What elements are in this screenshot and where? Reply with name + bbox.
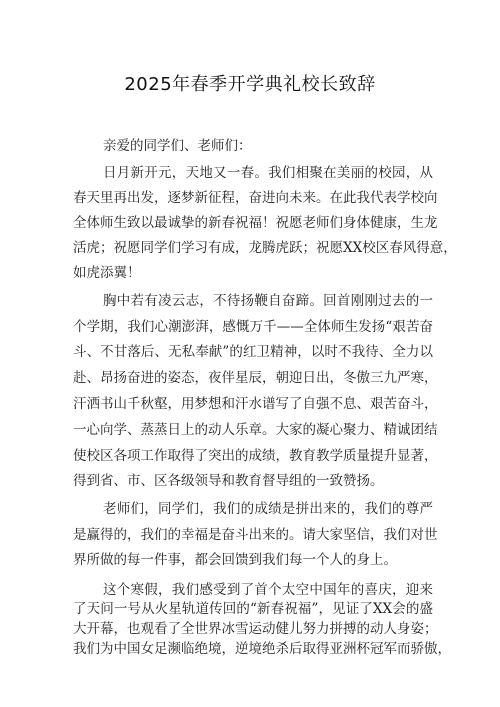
paragraph-line: 使校区各项工作取得了突出的成绩，教育教学质量提升显著， xyxy=(73,448,438,464)
paragraph-line: 胸中若有凌云志，不待扬鞭自奋蹄。回首刚刚过去的一 xyxy=(103,293,433,309)
paragraph-line: 斗、不甘落后、无私奉献”的红卫精神，以时不我待、全力以 xyxy=(73,344,433,360)
paragraph-line: 如虎添翼！ xyxy=(73,265,141,281)
paragraph-line: 全体师生致以最诚挚的新春祝福！祝愿老师们身体健康，生龙 xyxy=(73,215,438,231)
paragraph-line: 了天问一号从火星轨道传回的“新春祝福”，见证了XX会的盛 xyxy=(73,601,433,617)
paragraph-line: 大开幕，也观看了全世界冰雪运动健儿努力拼搏的动人身姿； xyxy=(73,621,438,637)
paragraph-line: 汗洒书山千秋壑，用梦想和汗水谱写了自强不息、艰苦奋斗， xyxy=(73,396,438,412)
paragraph-line: 得到省、市、区各级领导和教育督导组的一致赞扬。 xyxy=(73,473,384,489)
paragraph-line: 这个寒假，我们感受到了首个太空中国年的喜庆，迎来 xyxy=(103,582,433,598)
paragraph-line: 老师们，同学们，我们的成绩是拼出来的，我们的尊严 xyxy=(103,501,433,517)
document-title: 2025年春季开学典礼校长致辞 xyxy=(124,74,376,95)
paragraph-line: 我们为中国女足濒临绝境，逆境绝杀后取得亚洲杯冠军而骄傲， xyxy=(73,641,451,657)
paragraph-line: 一心向学、蒸蒸日上的动人乐章。大家的凝心聚力、精诚团结 xyxy=(73,422,438,438)
paragraph-line: 是赢得的，我们的幸福是奋斗出来的。请大家坚信，我们对世 xyxy=(73,527,438,543)
paragraph-line: 个学期，我们心潮澎湃，感慨万千——全体师生发扬“艰苦奋 xyxy=(73,319,433,335)
paragraph-line: 赴、昂扬奋进的姿态，夜伴星辰，朝迎日出，冬傲三九严寒， xyxy=(73,370,438,386)
paragraph-line: 春天里再出发，逐梦新征程，奋进向未来。在此我代表学校向 xyxy=(73,190,438,206)
paragraph-line: 活虎；祝愿同学们学习有成，龙腾虎跃；祝愿XX校区春风得意， xyxy=(73,240,457,256)
salutation-line: 亲爱的同学们、老师们： xyxy=(103,138,252,154)
paragraph-line: 界所做的每一件事，都会回馈到我们每一个人的身上。 xyxy=(73,552,397,568)
paragraph-line: 日月新开元，天地又一春。我们相聚在美丽的校园，从 xyxy=(103,165,433,181)
